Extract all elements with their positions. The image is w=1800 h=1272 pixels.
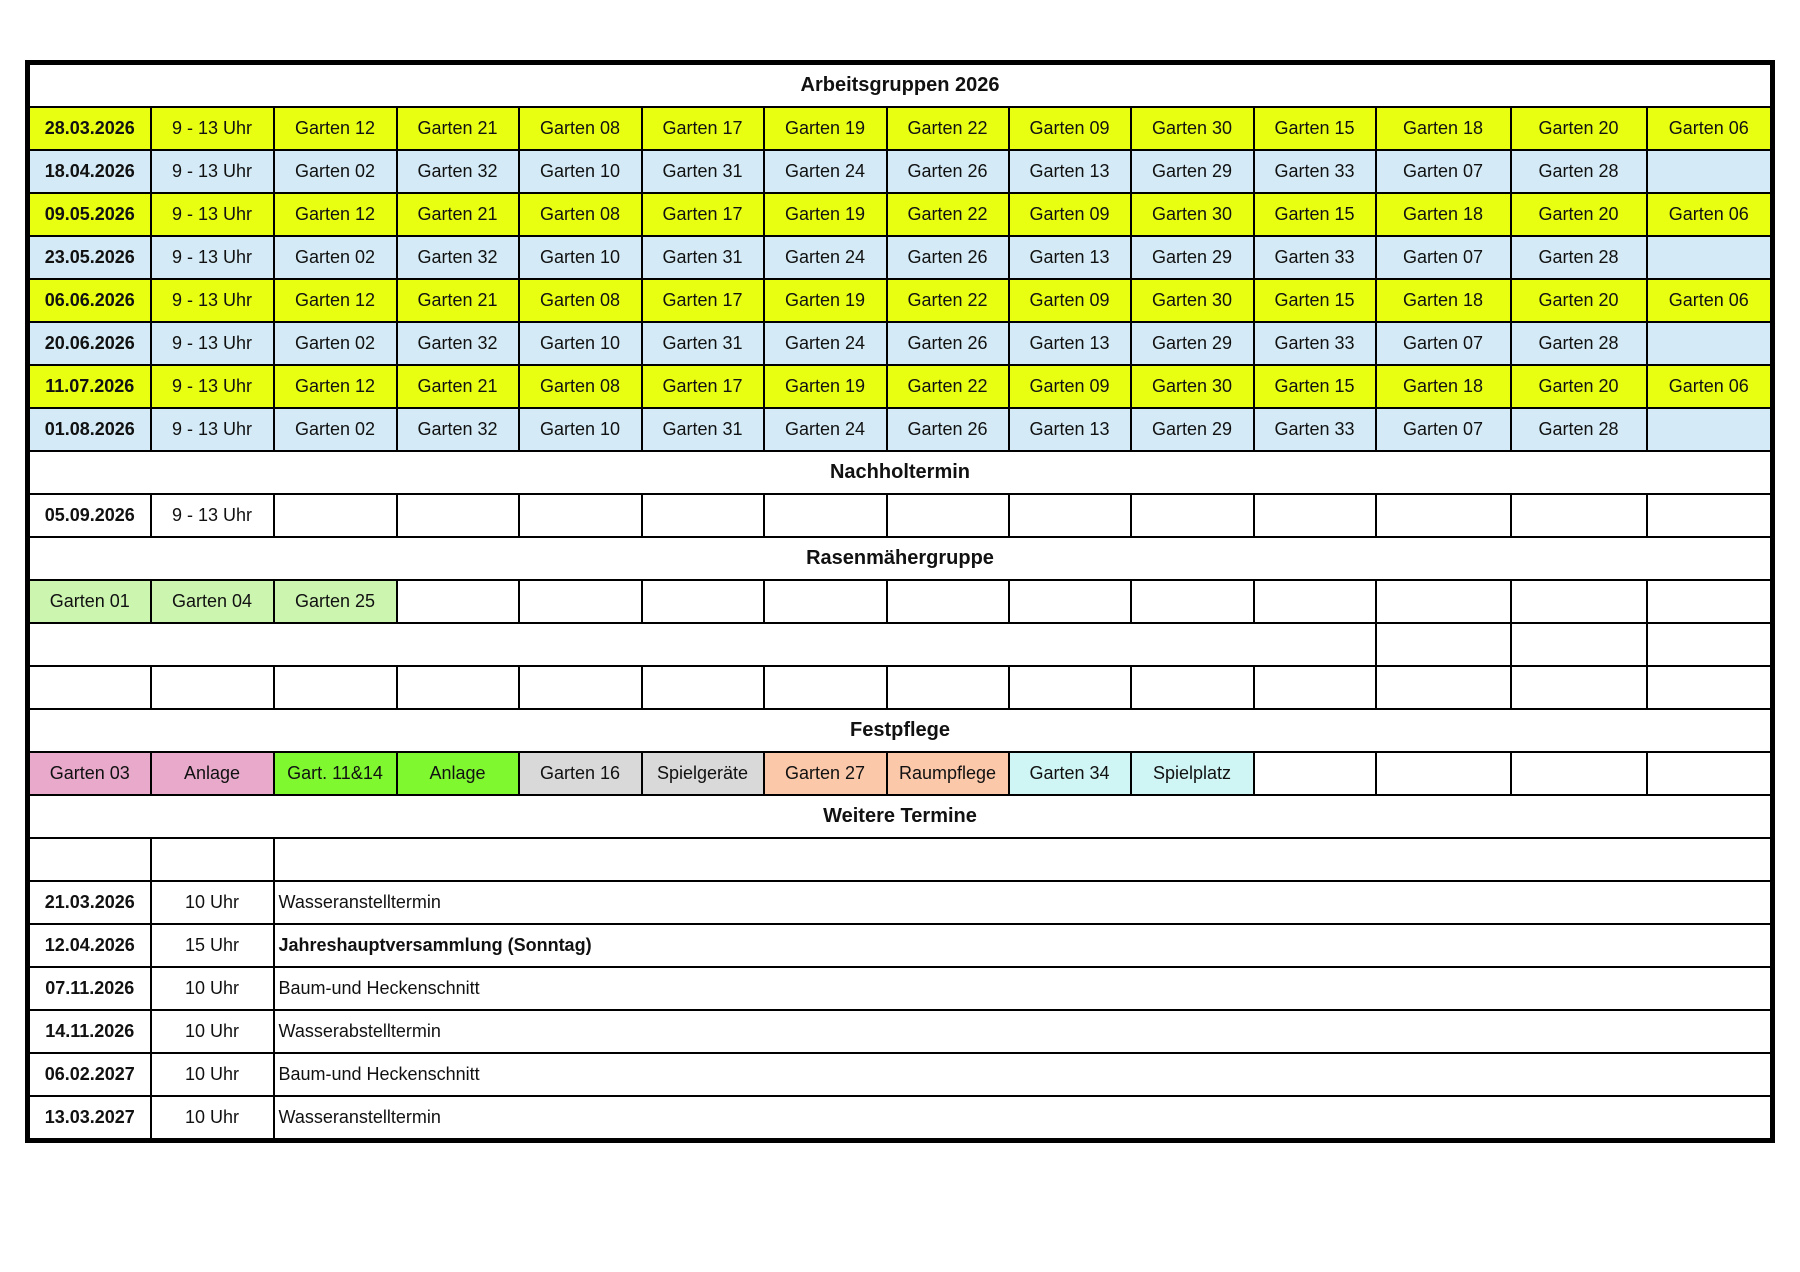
time-cell: 9 - 13 Uhr [151, 193, 274, 236]
garden-cell: Garten 31 [642, 236, 764, 279]
event-cell: Wasseranstelltermin [274, 1096, 1773, 1141]
garden-cell [1647, 236, 1773, 279]
festival-care-cell: Anlage [397, 752, 519, 795]
work-group-row [28, 150, 1773, 193]
garden-cell: Garten 31 [642, 150, 764, 193]
merged-empty-cell [28, 623, 1376, 666]
garden-cell: Garten 19 [764, 107, 887, 150]
empty-cell [1131, 494, 1254, 537]
garden-cell: Garten 13 [1009, 408, 1131, 451]
empty-cell [519, 580, 642, 623]
section-header-arbeitsgruppen [28, 63, 1773, 108]
festival-care-cell: Spielgeräte [642, 752, 764, 795]
garden-cell: Garten 21 [397, 193, 519, 236]
garden-cell: Garten 17 [642, 107, 764, 150]
date-cell: 13.03.2027 [28, 1096, 151, 1141]
festival-care-cell: Garten 27 [764, 752, 887, 795]
garden-cell: Garten 30 [1131, 193, 1254, 236]
garden-cell: Garten 28 [1511, 322, 1647, 365]
garden-cell: Garten 06 [1647, 193, 1773, 236]
festival-care-row [28, 752, 1773, 795]
date-cell: 01.08.2026 [28, 408, 151, 451]
section-header-festpflege [28, 709, 1773, 752]
event-cell: Jahreshauptversammlung (Sonntag) [274, 924, 1773, 967]
work-group-row [28, 408, 1773, 451]
schedule-table [25, 60, 1775, 1143]
time-cell: 9 - 13 Uhr [151, 365, 274, 408]
garden-cell: Garten 33 [1254, 408, 1376, 451]
garden-cell: Garten 33 [1254, 236, 1376, 279]
empty-cell [642, 580, 764, 623]
garden-cell: Garten 10 [519, 236, 642, 279]
garden-cell: Garten 31 [642, 408, 764, 451]
garden-cell: Garten 01 [28, 580, 151, 623]
garden-cell: Garten 24 [764, 408, 887, 451]
mower-group-row-empty [28, 666, 1773, 709]
garden-cell: Garten 12 [274, 193, 397, 236]
garden-cell: Garten 15 [1254, 193, 1376, 236]
garden-cell: Garten 19 [764, 279, 887, 322]
garden-cell: Garten 31 [642, 322, 764, 365]
appointments-row-empty [28, 838, 1773, 881]
time-cell: 10 Uhr [151, 1053, 274, 1096]
garden-cell: Garten 32 [397, 322, 519, 365]
empty-cell [151, 838, 274, 881]
empty-cell [764, 494, 887, 537]
garden-cell: Garten 12 [274, 365, 397, 408]
empty-cell [642, 666, 764, 709]
date-cell: 06.02.2027 [28, 1053, 151, 1096]
empty-cell [1376, 752, 1511, 795]
empty-cell [519, 666, 642, 709]
festival-care-cell: Spielplatz [1131, 752, 1254, 795]
garden-cell: Garten 10 [519, 408, 642, 451]
garden-cell: Garten 21 [397, 107, 519, 150]
empty-cell [1009, 494, 1131, 537]
empty-cell [1131, 666, 1254, 709]
empty-cell [1647, 666, 1773, 709]
empty-cell [1647, 494, 1773, 537]
garden-cell: Garten 32 [397, 236, 519, 279]
empty-cell [397, 666, 519, 709]
work-group-row [28, 279, 1773, 322]
garden-cell: Garten 13 [1009, 322, 1131, 365]
appointment-row [28, 924, 1773, 967]
garden-cell: Garten 22 [887, 107, 1009, 150]
work-group-row [28, 365, 1773, 408]
date-cell: 23.05.2026 [28, 236, 151, 279]
garden-cell: Garten 25 [274, 580, 397, 623]
empty-cell [28, 666, 151, 709]
garden-cell: Garten 28 [1511, 150, 1647, 193]
appointment-row [28, 967, 1773, 1010]
garden-cell: Garten 22 [887, 279, 1009, 322]
mower-group-row-empty [28, 623, 1773, 666]
empty-cell [1511, 580, 1647, 623]
garden-cell: Garten 29 [1131, 236, 1254, 279]
garden-cell: Garten 24 [764, 322, 887, 365]
empty-cell [397, 494, 519, 537]
date-cell: 09.05.2026 [28, 193, 151, 236]
garden-cell: Garten 30 [1131, 107, 1254, 150]
garden-cell: Garten 21 [397, 365, 519, 408]
garden-cell: Garten 19 [764, 193, 887, 236]
time-cell: 9 - 13 Uhr [151, 107, 274, 150]
garden-cell: Garten 20 [1511, 365, 1647, 408]
empty-cell [274, 838, 1773, 881]
empty-cell [1511, 623, 1647, 666]
garden-cell: Garten 07 [1376, 236, 1511, 279]
garden-cell: Garten 09 [1009, 107, 1131, 150]
appointment-row [28, 1010, 1773, 1053]
garden-cell: Garten 02 [274, 322, 397, 365]
time-cell: 10 Uhr [151, 1096, 274, 1141]
empty-cell [274, 666, 397, 709]
time-cell: 10 Uhr [151, 881, 274, 924]
garden-cell: Garten 07 [1376, 322, 1511, 365]
empty-cell [151, 666, 274, 709]
garden-cell: Garten 29 [1131, 408, 1254, 451]
garden-cell: Garten 21 [397, 279, 519, 322]
garden-cell: Garten 30 [1131, 365, 1254, 408]
section-header-weitere-termine [28, 795, 1773, 838]
time-cell: 9 - 13 Uhr [151, 322, 274, 365]
garden-cell [1647, 150, 1773, 193]
empty-cell [1376, 666, 1511, 709]
event-cell: Baum-und Heckenschnitt [274, 1053, 1773, 1096]
garden-cell: Garten 02 [274, 236, 397, 279]
garden-cell: Garten 07 [1376, 150, 1511, 193]
empty-cell [764, 666, 887, 709]
garden-cell: Garten 06 [1647, 365, 1773, 408]
time-cell: 9 - 13 Uhr [151, 408, 274, 451]
empty-cell [1131, 580, 1254, 623]
garden-cell: Garten 18 [1376, 279, 1511, 322]
garden-cell: Garten 09 [1009, 279, 1131, 322]
time-cell: 10 Uhr [151, 967, 274, 1010]
empty-cell [1254, 666, 1376, 709]
garden-cell: Garten 07 [1376, 408, 1511, 451]
section-header-rasenmaehergruppe [28, 537, 1773, 580]
garden-cell [1647, 408, 1773, 451]
garden-cell: Garten 22 [887, 193, 1009, 236]
rasenmaehergruppe-title: Rasenmähergruppe [28, 537, 1773, 580]
time-cell: 15 Uhr [151, 924, 274, 967]
time-cell: 9 - 13 Uhr [151, 279, 274, 322]
garden-cell: Garten 20 [1511, 279, 1647, 322]
appointment-row [28, 881, 1773, 924]
festival-care-cell: Raumpflege [887, 752, 1009, 795]
garden-cell: Garten 28 [1511, 408, 1647, 451]
garden-cell: Garten 15 [1254, 279, 1376, 322]
empty-cell [1376, 623, 1511, 666]
garden-cell: Garten 02 [274, 150, 397, 193]
date-cell: 07.11.2026 [28, 967, 151, 1010]
garden-cell: Garten 26 [887, 236, 1009, 279]
empty-cell [1009, 666, 1131, 709]
arbeitsgruppen-title: Arbeitsgruppen 2026 [28, 63, 1773, 108]
date-cell: 06.06.2026 [28, 279, 151, 322]
garden-cell: Garten 29 [1131, 322, 1254, 365]
date-cell: 20.06.2026 [28, 322, 151, 365]
empty-cell [1254, 580, 1376, 623]
garden-cell: Garten 28 [1511, 236, 1647, 279]
garden-cell: Garten 09 [1009, 365, 1131, 408]
time-cell: 9 - 13 Uhr [151, 236, 274, 279]
garden-cell: Garten 08 [519, 279, 642, 322]
work-group-row [28, 236, 1773, 279]
work-group-row [28, 107, 1773, 150]
garden-cell: Garten 06 [1647, 107, 1773, 150]
garden-cell: Garten 18 [1376, 107, 1511, 150]
empty-cell [274, 494, 397, 537]
garden-cell: Garten 08 [519, 193, 642, 236]
empty-cell [28, 838, 151, 881]
festival-care-cell: Garten 34 [1009, 752, 1131, 795]
empty-cell [1511, 752, 1647, 795]
garden-cell: Garten 32 [397, 408, 519, 451]
makeup-row [28, 494, 1773, 537]
garden-cell: Garten 17 [642, 279, 764, 322]
date-cell: 12.04.2026 [28, 924, 151, 967]
garden-cell: Garten 20 [1511, 193, 1647, 236]
garden-cell: Garten 32 [397, 150, 519, 193]
garden-cell: Garten 04 [151, 580, 274, 623]
event-cell: Baum-und Heckenschnitt [274, 967, 1773, 1010]
garden-cell: Garten 24 [764, 150, 887, 193]
nachholtermin-title: Nachholtermin [28, 451, 1773, 494]
empty-cell [1647, 623, 1773, 666]
garden-cell: Garten 26 [887, 150, 1009, 193]
garden-cell: Garten 26 [887, 408, 1009, 451]
garden-cell: Garten 22 [887, 365, 1009, 408]
empty-cell [519, 494, 642, 537]
empty-cell [1647, 752, 1773, 795]
section-header-nachholtermin [28, 451, 1773, 494]
time-cell: 10 Uhr [151, 1010, 274, 1053]
empty-cell [1254, 494, 1376, 537]
work-group-row [28, 193, 1773, 236]
empty-cell [1254, 752, 1376, 795]
garden-cell [1647, 322, 1773, 365]
garden-cell: Garten 13 [1009, 150, 1131, 193]
garden-cell: Garten 17 [642, 365, 764, 408]
garden-cell: Garten 17 [642, 193, 764, 236]
time-cell: 9 - 13 Uhr [151, 494, 274, 537]
empty-cell [1376, 580, 1511, 623]
garden-cell: Garten 33 [1254, 322, 1376, 365]
festpflege-title: Festpflege [28, 709, 1773, 752]
garden-cell: Garten 18 [1376, 193, 1511, 236]
empty-cell [1511, 494, 1647, 537]
event-cell: Wasserabstelltermin [274, 1010, 1773, 1053]
date-cell: 05.09.2026 [28, 494, 151, 537]
date-cell: 28.03.2026 [28, 107, 151, 150]
garden-cell: Garten 20 [1511, 107, 1647, 150]
empty-cell [764, 580, 887, 623]
garden-cell: Garten 06 [1647, 279, 1773, 322]
date-cell: 11.07.2026 [28, 365, 151, 408]
garden-cell: Garten 19 [764, 365, 887, 408]
date-cell: 14.11.2026 [28, 1010, 151, 1053]
festival-care-cell: Anlage [151, 752, 274, 795]
time-cell: 9 - 13 Uhr [151, 150, 274, 193]
garden-cell: Garten 12 [274, 107, 397, 150]
garden-cell: Garten 10 [519, 150, 642, 193]
date-cell: 21.03.2026 [28, 881, 151, 924]
garden-cell: Garten 33 [1254, 150, 1376, 193]
garden-cell: Garten 08 [519, 107, 642, 150]
garden-cell: Garten 09 [1009, 193, 1131, 236]
empty-cell [642, 494, 764, 537]
empty-cell [1511, 666, 1647, 709]
garden-cell: Garten 13 [1009, 236, 1131, 279]
garden-cell: Garten 15 [1254, 107, 1376, 150]
garden-cell: Garten 26 [887, 322, 1009, 365]
festival-care-cell: Garten 16 [519, 752, 642, 795]
garden-cell: Garten 29 [1131, 150, 1254, 193]
empty-cell [887, 580, 1009, 623]
garden-cell: Garten 10 [519, 322, 642, 365]
appointment-row [28, 1096, 1773, 1141]
empty-cell [1376, 494, 1511, 537]
garden-cell: Garten 15 [1254, 365, 1376, 408]
garden-cell: Garten 30 [1131, 279, 1254, 322]
weitere-termine-title: Weitere Termine [28, 795, 1773, 838]
appointment-row [28, 1053, 1773, 1096]
work-group-row [28, 322, 1773, 365]
mower-group-row [28, 580, 1773, 623]
empty-cell [1647, 580, 1773, 623]
festival-care-cell: Gart. 11&14 [274, 752, 397, 795]
empty-cell [887, 666, 1009, 709]
garden-cell: Garten 08 [519, 365, 642, 408]
garden-cell: Garten 24 [764, 236, 887, 279]
garden-cell: Garten 02 [274, 408, 397, 451]
empty-cell [887, 494, 1009, 537]
festival-care-cell: Garten 03 [28, 752, 151, 795]
event-cell: Wasseranstelltermin [274, 881, 1773, 924]
garden-cell: Garten 12 [274, 279, 397, 322]
date-cell: 18.04.2026 [28, 150, 151, 193]
garden-cell: Garten 18 [1376, 365, 1511, 408]
empty-cell [1009, 580, 1131, 623]
empty-cell [397, 580, 519, 623]
